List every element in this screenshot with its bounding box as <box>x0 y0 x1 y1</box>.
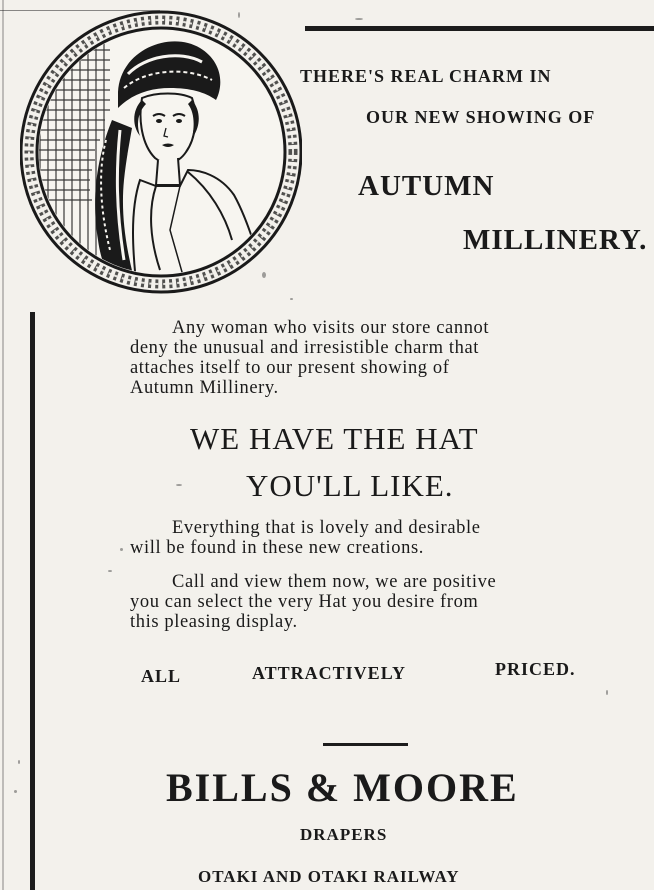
print-speckle <box>18 760 20 764</box>
paragraph-new-creations <box>130 518 593 558</box>
slogan-line-2: YOU'LL LIKE. <box>246 468 454 503</box>
paragraph-line: attaches itself to our present showing of <box>130 358 450 378</box>
price-word-priced: PRICED. <box>495 659 576 679</box>
portrait-illustration <box>20 0 302 300</box>
print-speckle <box>262 272 266 278</box>
print-speckle <box>176 484 182 486</box>
paragraph-line: Everything that is lovely and desirable <box>172 518 481 538</box>
paragraph-call-and-view <box>130 572 593 632</box>
paragraph-line: you can select the very Hat you desire from <box>130 592 479 612</box>
top-border-rule <box>305 26 654 31</box>
left-edge-rule <box>2 0 4 890</box>
firm-divider-rule <box>323 743 408 746</box>
woman-in-cloche-hat-icon <box>20 0 302 300</box>
print-speckle <box>14 790 17 793</box>
firm-location: OTAKI AND OTAKI RAILWAY <box>198 867 460 886</box>
slogan-line-1: WE HAVE THE HAT <box>190 421 479 456</box>
print-speckle <box>108 570 112 572</box>
intro-line-1: THERE'S REAL CHARM IN <box>300 66 552 86</box>
heading-autumn: AUTUMN <box>358 170 495 202</box>
heading-millinery: MILLINERY. <box>463 224 648 256</box>
firm-name: BILLS & MOORE <box>166 765 519 810</box>
paragraph-line: this pleasing display. <box>130 612 298 632</box>
paragraph-line: deny the unusual and irresistible charm that <box>130 338 480 358</box>
paragraph-line: Autumn Millinery. <box>130 378 279 398</box>
intro-line-2: OUR NEW SHOWING OF <box>366 107 596 127</box>
firm-trade: DRAPERS <box>300 825 388 844</box>
print-speckle <box>355 18 363 20</box>
print-speckle <box>120 548 123 551</box>
print-speckle <box>606 690 608 695</box>
paragraph-line: Call and view them now, we are positive <box>172 572 497 592</box>
paragraph-line: will be found in these new creations. <box>130 538 424 558</box>
print-speckle <box>238 12 240 18</box>
price-word-all: ALL <box>141 666 182 686</box>
price-word-attractively: ATTRACTIVELY <box>252 663 407 683</box>
paragraph-store-charm <box>130 318 593 398</box>
left-column-rule <box>30 312 35 890</box>
print-speckle <box>290 298 293 300</box>
paragraph-line: Any woman who visits our store cannot <box>172 318 490 338</box>
